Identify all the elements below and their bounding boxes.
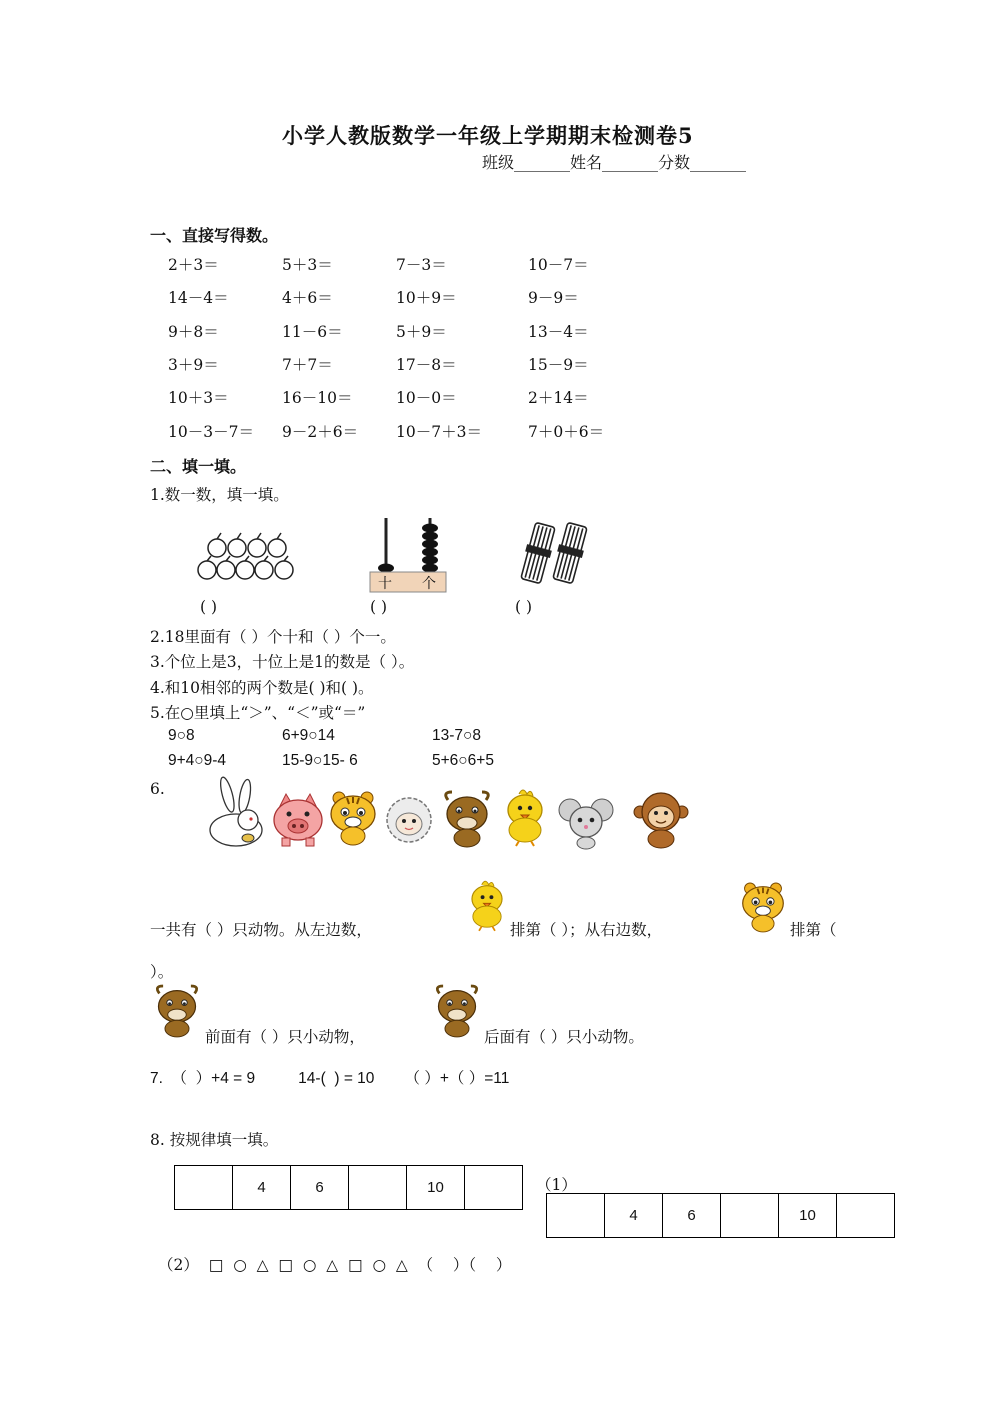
question-1: 1.数一数，填一填。	[150, 486, 289, 504]
pattern-cell[interactable]	[465, 1166, 523, 1210]
question-6-label: 6.	[150, 780, 165, 798]
q8-sub1-label: （1）	[536, 1176, 577, 1194]
calc-problem: 13－4＝	[528, 323, 589, 341]
calc-problem: 9－2＋6＝	[282, 423, 359, 441]
q6-text-close: ）。	[150, 963, 174, 981]
calc-problem: 2＋14＝	[528, 389, 589, 407]
calc-problem: 10－0＝	[396, 389, 457, 407]
chick-icon	[499, 788, 551, 848]
question-4: 4.和10相邻的两个数是( )和( )。	[150, 679, 374, 697]
sheep-icon	[382, 794, 436, 848]
calc-problem: 4＋6＝	[282, 289, 333, 307]
calc-problem: 17－8＝	[396, 356, 457, 374]
chick-icon	[464, 878, 510, 934]
pattern-cell: 6	[291, 1166, 349, 1210]
pattern-table-1	[174, 1165, 523, 1210]
calc-problem: 10－3－7＝	[168, 423, 254, 441]
calc-problem: 15－9＝	[528, 356, 589, 374]
calc-problem: 5＋3＝	[282, 256, 333, 274]
calc-problem: 7－3＝	[396, 256, 447, 274]
question-2: 2.18里面有（ ）个十和（ ）个一。	[150, 628, 396, 646]
calc-problem: 10＋9＝	[396, 289, 457, 307]
q5-item: 9+4○9-4	[168, 752, 227, 769]
section1-heading: 一、直接写得数。	[150, 226, 279, 245]
q1-blank-apples[interactable]: ( )	[200, 598, 218, 616]
section2-heading: 二、填一填。	[150, 457, 247, 476]
q5-item: 6+9○14	[282, 727, 335, 744]
q5-item: 5+6○6+5	[432, 752, 494, 769]
ox-icon	[432, 982, 482, 1040]
abacus-ones-label: 个	[422, 576, 436, 592]
monkey-icon	[632, 790, 690, 850]
q1-blank-abacus[interactable]: ( )	[370, 598, 388, 616]
pattern-cell: 4	[605, 1194, 663, 1238]
calc-problem: 16－10＝	[282, 389, 353, 407]
mouse-icon	[558, 794, 614, 850]
pattern-cell[interactable]	[547, 1194, 605, 1238]
pattern-cell: 4	[233, 1166, 291, 1210]
q5-item: 9○8	[168, 727, 195, 744]
q1-blank-sticks[interactable]: ( )	[515, 598, 533, 616]
q6-text-left-rank: 排第（ ）；从右边数，	[510, 921, 663, 939]
q8-sub2-pattern: （2） □ ○ △ □ ○ △ □ ○ △ （ ）（ ）	[158, 1256, 512, 1274]
calc-problem: 9＋8＝	[168, 323, 219, 341]
calc-problem: 10－7＋3＝	[396, 423, 482, 441]
calc-problem: 2＋3＝	[168, 256, 219, 274]
q6-text-front: 前面有（ ）只小动物，	[205, 1028, 365, 1046]
calc-problem: 11－6＝	[282, 323, 343, 341]
pattern-cell: 10	[779, 1194, 837, 1238]
q6-text-behind: 后面有（ ）只小动物。	[484, 1028, 644, 1046]
pattern-cell[interactable]	[349, 1166, 407, 1210]
calc-problem: 9－9＝	[528, 289, 579, 307]
stick-bundle-icon	[520, 522, 590, 584]
q5-item: 15-9○15- 6	[282, 752, 358, 769]
student-info-line: 班级_______姓名_______分数_______	[482, 153, 747, 172]
apple-icon	[195, 530, 305, 585]
tiger-icon	[327, 790, 379, 846]
pattern-table-2	[546, 1193, 895, 1238]
question-3: 3.个位上是3，十位上是1的数是（ ）。	[150, 653, 415, 671]
ox-icon	[152, 982, 202, 1040]
calc-problem: 10－7＝	[528, 256, 589, 274]
calc-problem: 7＋7＝	[282, 356, 333, 374]
calc-problem: 10＋3＝	[168, 389, 229, 407]
q5-item: 13-7○8	[432, 727, 482, 744]
pig-icon	[270, 792, 326, 848]
question-5: 5.在○里填上“＞”、“＜”或“＝”	[150, 704, 366, 722]
tiger-icon	[739, 880, 787, 934]
calc-problem: 7＋0＋6＝	[528, 423, 605, 441]
q6-text-total: 一共有（ ）只动物。从左边数，	[150, 921, 372, 939]
calc-problem: 3＋9＝	[168, 356, 219, 374]
page-title: 小学人教版数学一年级上学期期末检测卷5	[282, 123, 694, 148]
pattern-cell: 6	[663, 1194, 721, 1238]
pattern-cell[interactable]	[837, 1194, 895, 1238]
pattern-cell[interactable]	[175, 1166, 233, 1210]
abacus-icon	[368, 516, 448, 594]
question-8: 8. 按规律填一填。	[150, 1131, 279, 1149]
ox-icon	[440, 790, 494, 848]
abacus-tens-label: 十	[378, 576, 392, 592]
pattern-cell: 10	[407, 1166, 465, 1210]
pattern-cell[interactable]	[721, 1194, 779, 1238]
calc-problem: 5＋9＝	[396, 323, 447, 341]
question-7: 7. （ ）+4 = 9 14-( ) = 10 （ ）+（ ）=11	[150, 1070, 510, 1087]
rabbit-icon	[204, 790, 266, 850]
q6-text-right-rank: 排第（	[790, 921, 837, 939]
calc-problem: 14－4＝	[168, 289, 229, 307]
